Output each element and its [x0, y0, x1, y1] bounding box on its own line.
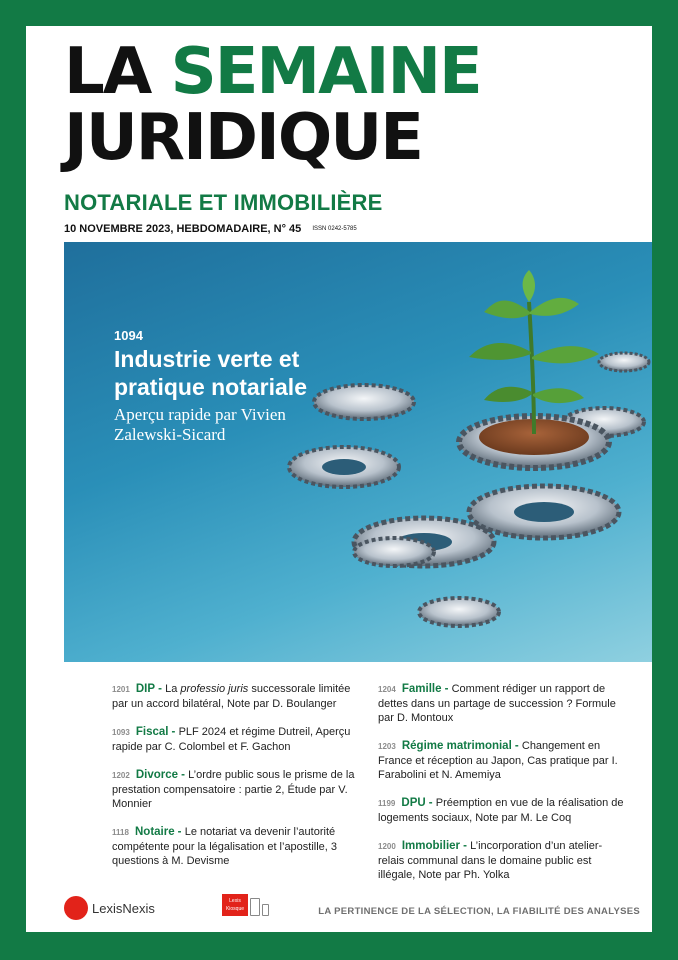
toc-category: Régime matrimonial — [401, 740, 512, 752]
kiosque-badge[interactable] — [222, 894, 269, 916]
title-line-1 — [64, 35, 481, 109]
cover-story-title: Industrie verte et pratique notariale — [114, 346, 307, 400]
toc-text: PLF 2024 et régime Dutreil, Aperçu rapide par C. Colombel et F. Gachon — [112, 726, 351, 753]
toc-category: Famille — [401, 683, 442, 695]
tablet-icon — [250, 898, 260, 916]
gear-icon — [354, 538, 434, 566]
toc-entry[interactable]: 1200 Immobilier - L’incorporation d’un atelier-relais communal dans le domaine public est illégale, Note par Ph. Yolka — [378, 840, 603, 881]
toc-number: 1200 — [378, 842, 396, 851]
toc-category: Fiscal — [135, 726, 169, 738]
toc-number: 1203 — [378, 742, 396, 751]
toc-entry[interactable]: 1203 Régime matrimonial - Changement en France et réception au Japon, Cas pratique par I. Farabolini et N. Amemiya — [378, 740, 618, 781]
phone-icon — [262, 904, 269, 916]
toc-text: successorale limitée par un accord bilatéral, Note par D. Boulanger — [112, 683, 351, 710]
toc-entry[interactable]: 1201 DIP - La professio juris successorale limitée par un accord bilatéral, Note par D. Boulanger — [112, 683, 351, 710]
toc-entry[interactable]: 1199 DPU - Préemption en vue de la réalisation de logements sociaux, Note par M. Le Coq — [378, 797, 624, 824]
toc-text: Préemption en vue de la réalisation de logements sociaux, Note par M. Le Coq — [378, 797, 624, 824]
toc-number: 1118 — [112, 828, 129, 837]
toc-text: Comment rédiger un rapport de dettes dans un partage de succession ? Formule par D. Montoux — [378, 683, 616, 724]
toc-entry[interactable]: 1093 Fiscal - PLF 2024 et régime Dutreil, Aperçu rapide par C. Colombel et F. Gachon — [112, 726, 351, 753]
gear-icon — [289, 447, 399, 487]
issn: ISSN 0242-5785 — [312, 226, 357, 233]
cover-story — [114, 328, 374, 445]
toc-entry[interactable]: 1204 Famille - Comment rédiger un rapport de dettes dans un partage de succession ? Formule par D. Montoux — [378, 683, 616, 724]
toc-right-column — [378, 682, 628, 896]
footer — [64, 896, 652, 926]
toc-text-emphasis: professio juris — [180, 683, 249, 695]
toc-entry[interactable]: 1118 Notaire - Le notariat va devenir l’autorité compétente pour la légalisation et l’apostille, 3 questions à M. Devisme — [112, 826, 338, 867]
publisher-logo[interactable] — [64, 896, 155, 920]
toc-category: Notaire — [134, 826, 175, 838]
toc-number: 1204 — [378, 685, 396, 694]
toc-text-pre: La — [165, 683, 181, 695]
publisher-name: LexisNexis — [92, 900, 155, 916]
gear-icon — [419, 598, 499, 626]
toc-category: Immobilier — [401, 840, 461, 852]
tagline: LA PERTINENCE DE LA SÉLECTION, LA FIABILITÉ DES ANALYSES — [318, 906, 640, 917]
plant-icon — [469, 270, 599, 434]
gear-icon — [599, 353, 649, 371]
toc-category: DPU — [401, 797, 426, 809]
publication-subtitle: NOTARIALE ET IMMOBILIÈRE — [64, 190, 383, 215]
toc-category: Divorce — [135, 769, 179, 781]
toc-text: Le notariat va devenir l’autorité compétente pour la légalisation et l’apostille, 3 questions à M. Devisme — [112, 826, 338, 867]
toc-number: 1199 — [378, 799, 396, 808]
cover-story-number: 1094 — [114, 328, 143, 343]
toc-text: L’ordre public sous le prisme de la prestation compensatoire : partie 2, Étude par V. Monnier — [112, 769, 355, 810]
gear-icon — [469, 486, 619, 538]
issue-info — [64, 223, 357, 235]
cover-story-subtitle: Aperçu rapide par Vivien Zalewski-Sicard — [114, 405, 286, 444]
kiosque-icon: Lexis Kiosque — [222, 894, 248, 916]
toc-left-column — [112, 682, 362, 882]
toc-number: 1093 — [112, 728, 130, 737]
top-border — [0, 0, 678, 26]
masthead — [64, 35, 481, 175]
title-la: LA — [64, 35, 151, 109]
toc-entry[interactable]: 1202 Divorce - L’ordre public sous le prisme de la prestation compensatoire : partie 2, Étude par V. Monnier — [112, 769, 355, 810]
toc-number: 1202 — [112, 771, 130, 780]
gears-illustration — [64, 242, 652, 662]
toc-text: Changement en France et réception au Japon, Cas pratique par I. Farabolini et N. Amemiya — [378, 740, 618, 781]
toc-category: DIP — [135, 683, 156, 695]
title-juridique: JURIDIQUE — [64, 101, 422, 175]
title-semaine: SEMAINE — [170, 35, 481, 109]
cover-image — [64, 242, 652, 662]
toc-text: L’incorporation d’un atelier-relais communal dans le domaine public est illégale, Note par Ph. Yolka — [378, 840, 603, 881]
cover-page — [26, 26, 652, 932]
issue-date: 10 NOVEMBRE 2023, HEBDOMADAIRE, N° 45 — [64, 223, 302, 235]
lexisnexis-logo-icon — [64, 896, 88, 920]
toc-number: 1201 — [112, 685, 130, 694]
